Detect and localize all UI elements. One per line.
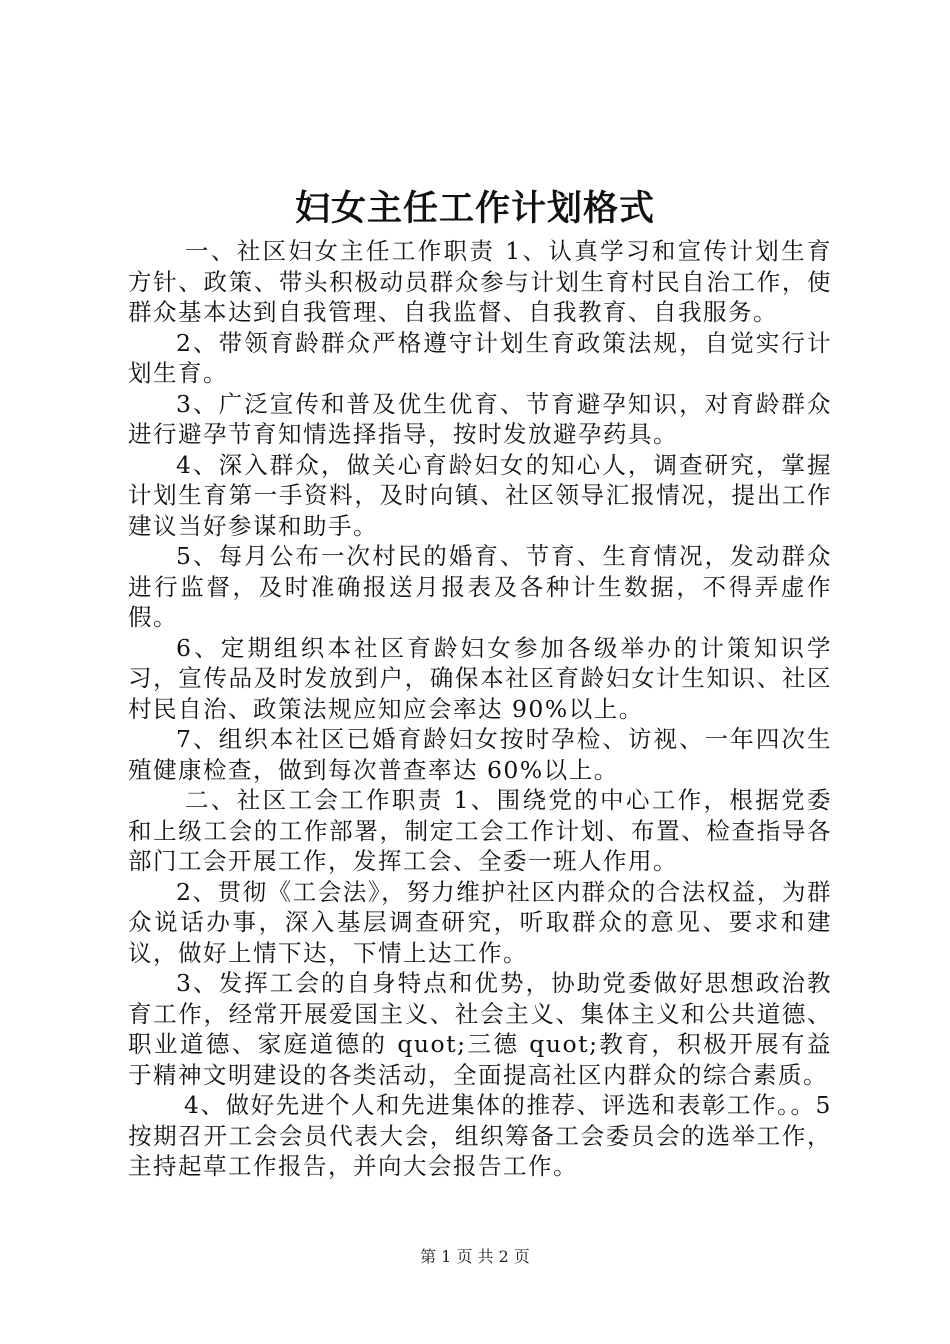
paragraph-5: 5、每月公布一次村民的婚育、节育、生育情况，发动群众进行监督，及时准确报送月报表及各种计生数据，不得弄虚作假。: [128, 542, 832, 631]
paragraph-7: 7、组织本社区已婚育龄妇女按时孕检、访视、一年四次生殖健康检查，做到每次普查率达 60%以上。: [128, 725, 832, 784]
paragraph-1: 一、社区妇女主任工作职责 1、认真学习和宣传计划生育方针、政策、带头积极动员群众参与计划生育村民自治工作，使群众基本达到自我管理、自我监督、自我教育、自我服务。: [128, 237, 832, 326]
document-title: 妇女主任工作计划格式: [294, 188, 655, 229]
paragraph-10: 3、发挥工会的自身特点和优势，协助党委做好思想政治教育工作，经常开展爱国主义、社会主义、集体主义和公共道德、职业道德、家庭道德的 quot;三德 quot;教育，积极开展有益于精神文明建设的各类活动，全面提高社区内群众的综合素质。: [128, 969, 832, 1089]
paragraph-4: 4、深入群众，做关心育龄妇女的知心人，调查研究，掌握计划生育第一手资料，及时向镇、社区领导汇报情况，提出工作建议当好参谋和助手。: [128, 450, 832, 540]
paragraph-9: 2、贯彻《工会法》，努力维护社区内群众的合法权益，为群众说话办事，深入基层调查研究，听取群众的意见、要求和建议，做好上情下达，下情上达工作。: [128, 877, 832, 967]
page-footer: 第 1 页 共 2 页: [420, 1247, 530, 1266]
paragraph-3: 3、广泛宣传和普及优生优育、节育避孕知识，对育龄群众进行避孕节育知情选择指导，按时发放避孕药具。: [128, 389, 832, 448]
document-body: [128, 236, 832, 1182]
paragraph-8: 二、社区工会工作职责 1、围绕党的中心工作，根据党委和上级工会的工作部署，制定工会工作计划、布置、检查指导各部门工会开展工作，发挥工会、全委一班人作用。: [128, 786, 832, 875]
paragraph-6: 6、定期组织本社区育龄妇女参加各级举办的计策知识学习，宣传品及时发放到户，确保本社区育龄妇女计生知识、社区村民自治、政策法规应知应会率达 90%以上。: [128, 633, 832, 723]
paragraph-2: 2、带领育龄群众严格遵守计划生育政策法规，自觉实行计划生育。: [128, 328, 832, 387]
paragraph-11: 4、做好先进个人和先进集体的推荐、评选和表彰工作。。5 按期召开工会会员代表大会，组织筹备工会委员会的选举工作，主持起草工作报告，并向大会报告工作。: [128, 1091, 832, 1180]
